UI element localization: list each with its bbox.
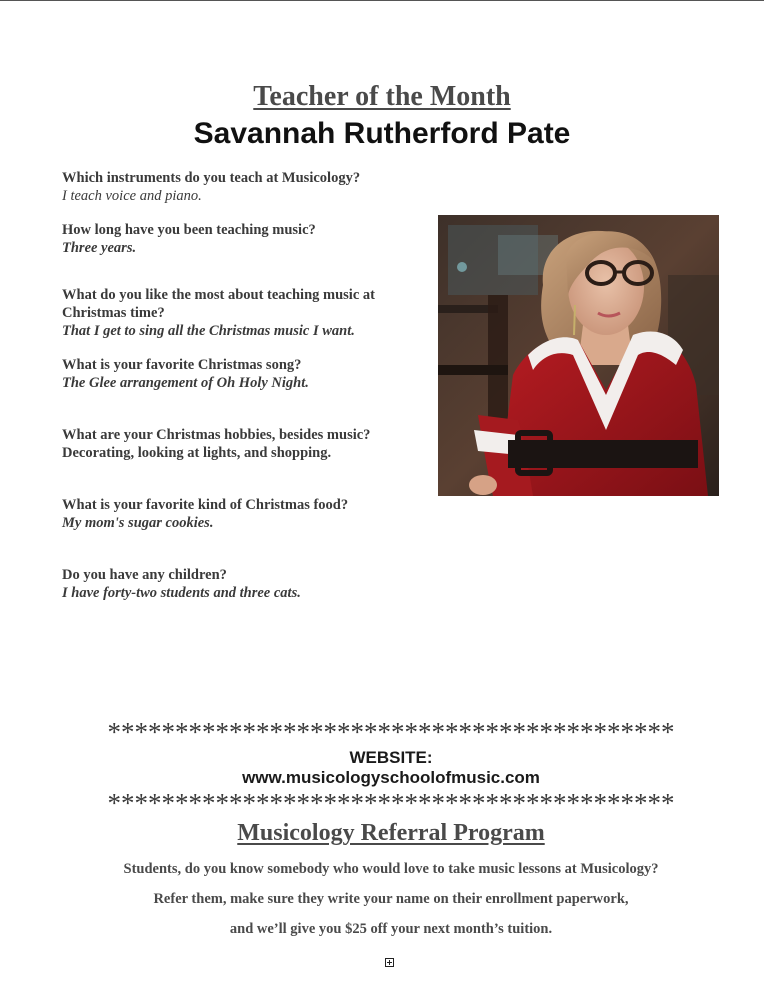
answer-text: My mom's sugar cookies. xyxy=(62,515,214,531)
answer-text: Decorating, looking at lights, and shopping. xyxy=(62,445,332,461)
answer-text: That I get to sing all the Christmas music I want. xyxy=(62,323,355,339)
website-label: WEBSITE: xyxy=(349,748,433,767)
referral-line-3: and we’ll give you $25 off your next month’s tuition. xyxy=(229,921,553,937)
question-text: What is your favorite kind of Christmas food? xyxy=(62,497,349,513)
qa-item-christmas-time xyxy=(62,286,397,340)
teacher-photo xyxy=(438,215,719,496)
qa-item-favorite-song xyxy=(62,356,402,392)
question-text: What do you like the most about teaching music at Christmas time? xyxy=(62,287,375,321)
teacher-of-month-title: Teacher of the Month xyxy=(253,81,511,112)
question-text: What are your Christmas hobbies, besides music? xyxy=(62,427,371,443)
answer-text: I have forty-two students and three cats. xyxy=(62,585,301,601)
website-url[interactable]: www.musicologyschoolofmusic.com xyxy=(242,768,540,787)
question-text: How long have you been teaching music? xyxy=(62,222,316,238)
qa-item-hobbies xyxy=(62,426,402,462)
answer-text: I teach voice and piano. xyxy=(62,188,202,204)
referral-line-2: Refer them, make sure they write your name on their enrollment paperwork, xyxy=(153,891,629,907)
answer-text: Three years. xyxy=(62,240,137,256)
stars-divider-bottom: ****************************************** xyxy=(107,788,675,818)
table-anchor-icon[interactable] xyxy=(385,958,394,967)
referral-title: Musicology Referral Program xyxy=(237,820,545,846)
stars-divider-top: ****************************************** xyxy=(107,717,675,747)
question-text: Which instruments do you teach at Musicology? xyxy=(62,170,361,186)
qa-item-food xyxy=(62,496,402,532)
top-rule xyxy=(0,0,764,1)
qa-item-children xyxy=(62,566,402,602)
teacher-name: Savannah Rutherford Pate xyxy=(193,117,571,150)
qa-item-years xyxy=(62,221,402,257)
answer-text: The Glee arrangement of Oh Holy Night. xyxy=(62,375,309,391)
question-text: What is your favorite Christmas song? xyxy=(62,357,302,373)
qa-item-instruments xyxy=(62,169,402,205)
referral-line-1: Students, do you know somebody who would love to take music lessons at Musicology? xyxy=(123,861,659,877)
question-text: Do you have any children? xyxy=(62,567,227,583)
